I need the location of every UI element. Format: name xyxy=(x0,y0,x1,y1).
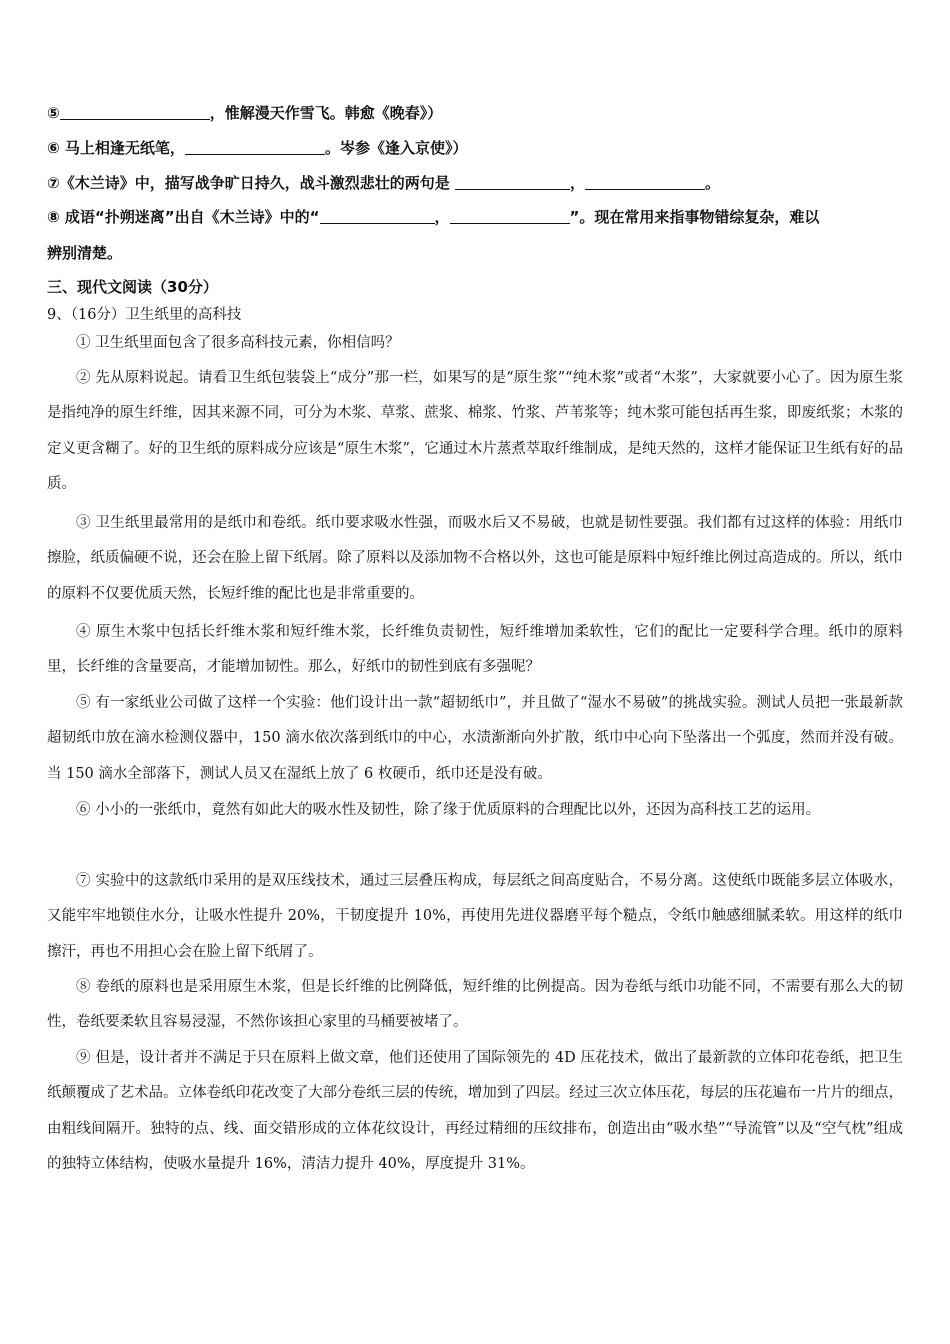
fill-in-item-5 xyxy=(47,102,442,123)
answer-blank[interactable] xyxy=(450,209,570,224)
item-text: ，惟解漫天作雪飞。韩愈《晚春》） xyxy=(209,104,443,122)
item-text: ⑦《木兰诗》中，描写战争旷日持久，战斗激烈悲壮的两句是 xyxy=(47,174,455,192)
item-marker: ⑤ xyxy=(47,104,60,122)
paragraph-3: ③ 卫生纸里最常用的是纸巾和卷纸。纸巾要求吸水性强，而吸水后又不易破，也就是韧性要强。我们都有过这样的体验：用纸巾擦脸，纸质偏硬不说，还会在脸上留下纸屑。除了原料以及添加物不合格以外，这也可能是原料中短纤维比例过高造成的。所以，纸巾的原料不仅要优质天然，长短纤维的配比也是非常重要的。 xyxy=(47,515,903,602)
paragraph-9: ⑨ 但是，设计者并不满足于只在原料上做文章，他们还使用了国际领先的 4D 压花技术，做出了最新款的立体印花卷纸，把卫生纸颠覆成了艺术品。立体卷纸印花改变了大部分卷纸三层的传统，增加到了四层。经过三次立体压花，每层的压花遍布一片片的细点，由粗线间隔开。独特的点、线、面交错形成的立体花纹设计，再经过精细的压纹排布，创造出由“吸水垫”“导流管”以及“空气枕”组成的独特立体结构，使吸水量提升 16%，清洁力提升 40%，厚度提升 31%。 xyxy=(47,1050,903,1172)
paragraph-4: ④ 原生木浆中包括长纤维木浆和短纤维木浆，长纤维负责韧性，短纤维增加柔软性，它们的配比一定要科学合理。纸巾的原料里，长纤维的含量要高，才能增加韧性。那么，好纸巾的韧性到底有多强呢？ xyxy=(47,624,903,676)
answer-blank[interactable] xyxy=(455,175,570,190)
paragraph-7: ⑦ 实验中的这款纸巾采用的是双压线技术，通过三层叠压构成，每层纸之间高度贴合，不易分离。这使纸巾既能多层立体吸水，又能牢牢地锁住水分，让吸水性提升 20%，干韧度提升 10%，再使用先进仪器磨平每个糙点，令纸巾触感细腻柔软。用这样的纸巾擦汗，再也不用担心会在脸上留下纸屑了。 xyxy=(47,873,903,960)
question-title: 9、（16分）卫生纸里的高科技 xyxy=(47,307,242,323)
item-text: ， xyxy=(569,174,585,192)
item-text: ， xyxy=(434,208,450,226)
section-heading: 三、现代文阅读（30分） xyxy=(47,278,218,296)
paragraph-1: ① 卫生纸里面包含了很多高科技元素，你相信吗？ xyxy=(76,335,400,351)
answer-blank[interactable] xyxy=(585,175,705,190)
item-text: 。 xyxy=(704,174,720,192)
paragraph-8: ⑧ 卷纸的原料也是采用原生木浆，但是长纤维的比例降低，短纤维的比例提高。因为卷纸与纸巾功能不同，不需要有那么大的韧性，卷纸要柔软且容易浸湿，不然你该担心家里的马桶要被堵了。 xyxy=(47,979,903,1031)
fill-in-item-8-continuation: 辨别清楚。 xyxy=(47,244,123,262)
fill-in-item-8 xyxy=(47,206,819,227)
fill-in-item-7 xyxy=(47,172,720,193)
answer-blank[interactable] xyxy=(185,140,325,155)
item-text: ”。现在常用来指事物错综复杂，难以 xyxy=(569,208,820,226)
answer-blank[interactable] xyxy=(60,105,210,120)
paragraph-2: ② 先从原料说起。请看卫生纸包装袋上“成分”那一栏，如果写的是“原生浆”“纯木浆”或者“木浆”，大家就要小心了。因为原生浆是指纯净的原生纤维，因其来源不同，可分为木浆、草浆、蔗浆、棉浆、竹浆、芦苇浆等；纯木浆可能包括再生浆，即废纸浆；木浆的定义更含糊了。好的卫生纸的原料成分应该是“原生木浆”，它通过木片蒸煮萃取纤维制成，是纯天然的，这样才能保证卫生纸有好的品质。 xyxy=(47,370,903,492)
paragraph-5: ⑤ 有一家纸业公司做了这样一个实验：他们设计出一款“超韧纸巾”，并且做了“湿水不易破”的挑战实验。测试人员把一张最新款超韧纸巾放在滴水检测仪器中，150 滴水依次落到纸巾的中心，水渍渐渐向外扩散，纸巾中心向下坠落出一个弧度，然而并没有破。当 150 滴水全部落下，测试人员又在湿纸上放了 6 枚硬币，纸巾还是没有破。 xyxy=(47,695,903,782)
paragraph-6: ⑥ 小小的一张纸巾，竟然有如此大的吸水性及韧性，除了缘于优质原料的合理配比以外，还因为高科技工艺的运用。 xyxy=(76,802,821,818)
item-text: ⑧ 成语“扑朔迷离”出自《木兰诗》中的“ xyxy=(47,208,320,226)
fill-in-item-6 xyxy=(47,137,467,158)
item-text: ⑥ 马上相逢无纸笔， xyxy=(47,139,185,157)
answer-blank[interactable] xyxy=(320,209,435,224)
item-text: 。岑参《逢入京使》） xyxy=(324,139,468,157)
